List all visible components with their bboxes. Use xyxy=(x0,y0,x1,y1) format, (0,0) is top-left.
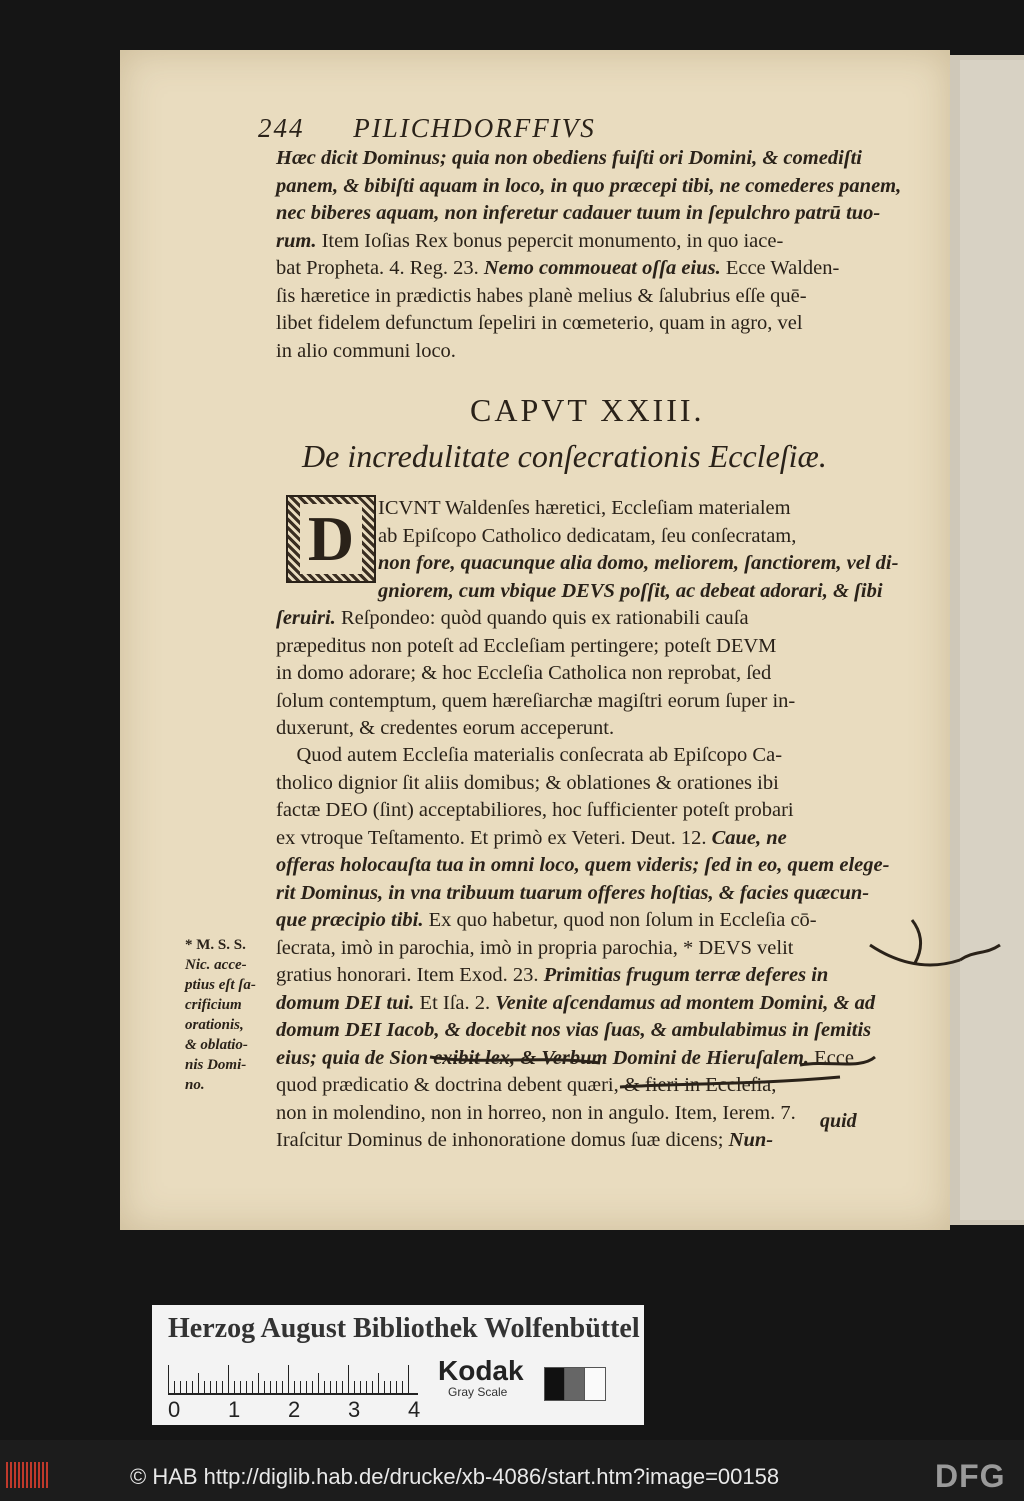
ruler-tick xyxy=(270,1381,271,1393)
text-run: libet fidelem defunctum ſepeliri in cœmeterio, quam in agro, vel xyxy=(276,312,803,334)
text-line xyxy=(276,852,889,880)
text-line xyxy=(276,742,889,770)
text-run: domum DEI Iacob, & docebit nos vias ſuas, & ambulabimus in ſemitis xyxy=(276,1019,872,1041)
text-run: ſolum contemptum, quem hæreſiarchæ magiſtri eorum ſuper in- xyxy=(276,689,796,712)
text-run: Item Ioſias Rex bonus pepercit monumento, in quo iace- xyxy=(316,229,784,252)
text-run: Hæc dicit Dominus; quia non obediens fuiſti ori Domini, & comediſti xyxy=(276,147,862,169)
marginal-note-line: nis Domi- xyxy=(185,1057,247,1073)
scale-ruler xyxy=(168,1363,418,1395)
ruler-number: 1 xyxy=(228,1397,241,1422)
ruler-tick xyxy=(276,1381,277,1393)
decorated-initial xyxy=(286,495,376,583)
ruler-tick xyxy=(384,1381,385,1393)
text-line xyxy=(378,523,898,551)
text-run: Ecce Walden- xyxy=(720,257,840,279)
ruler-tick xyxy=(342,1381,343,1393)
ruler-tick xyxy=(258,1373,259,1393)
text-line xyxy=(378,550,898,578)
ink-strikethrough-mark xyxy=(420,1045,880,1095)
text-line xyxy=(276,907,889,935)
catchword: quid xyxy=(820,1110,857,1132)
ruler-tick xyxy=(348,1365,349,1393)
text-run: bat Propheta. 4. Reg. 23. xyxy=(276,257,484,279)
ruler-tick xyxy=(366,1381,367,1393)
ruler-tick xyxy=(390,1381,391,1393)
ruler-tick xyxy=(228,1365,229,1393)
text-line xyxy=(276,200,901,228)
text-line xyxy=(276,935,889,963)
text-run: domum DEI tui. xyxy=(276,991,415,1014)
citation-url[interactable]: © HAB http://diglib.hab.de/drucke/xb-4086/start.htm?image=00158 xyxy=(130,1464,780,1489)
text-line xyxy=(276,880,889,908)
marginal-note-line: ptius eſt ſa- xyxy=(185,977,256,993)
text-line xyxy=(378,495,898,523)
paragraph-1-indented xyxy=(378,495,898,605)
text-run: Quod autem Eccleſia materialis conſecrata ab Epiſcopo Ca- xyxy=(276,744,783,766)
text-run: eius; quia de Sion exibit lex, & Verbum Domini de Hieruſalem. xyxy=(276,1046,810,1069)
marginal-note-line: orationis, xyxy=(185,1017,244,1033)
ruler-tick xyxy=(234,1381,235,1393)
dfg-logo: DFG xyxy=(935,1458,1006,1494)
text-run: præpeditus non poteſt ad Eccleſiam pertingere; poteſt DEVM xyxy=(276,634,777,657)
ruler-tick xyxy=(354,1381,355,1393)
running-header xyxy=(258,113,596,144)
running-head-title: PILICHDORFFIVS xyxy=(353,113,596,143)
text-line xyxy=(276,173,901,201)
text-line xyxy=(276,770,889,798)
ruler-tick xyxy=(378,1373,379,1393)
swatch-gray xyxy=(564,1367,586,1401)
text-run: non fore, quacunque alia domo, meliorem, ſanctiorem, vel di- xyxy=(378,552,899,574)
text-run: ICVNT Waldenſes hæretici, Eccleſiam materialem xyxy=(378,497,791,519)
text-run: tholico dignior ſit aliis domibus; & oblationes & orationes ibi xyxy=(276,771,779,794)
text-run: Iraſcitur Dominus de inhonoratione domus ſuæ dicens; xyxy=(276,1129,729,1151)
text-run: ſeruiri. xyxy=(276,607,336,629)
ruler-tick xyxy=(330,1381,331,1393)
text-line xyxy=(276,825,889,853)
ruler-tick xyxy=(168,1365,169,1393)
text-run: Ecce xyxy=(809,1046,854,1069)
text-run: Nun- xyxy=(728,1129,774,1151)
ruler-number: 2 xyxy=(288,1397,301,1422)
ruler-tick xyxy=(306,1381,307,1393)
ruler-tick xyxy=(222,1381,223,1393)
ruler-tick xyxy=(192,1381,193,1393)
ruler-tick xyxy=(336,1381,337,1393)
ruler-tick xyxy=(324,1381,325,1393)
ruler-tick xyxy=(294,1381,295,1393)
swatch-white xyxy=(584,1367,606,1401)
ruler-tick xyxy=(264,1381,265,1393)
text-run: Ex quo habetur, quod non ſolum in Eccleſia cō- xyxy=(423,909,817,931)
text-run: in domo adorare; & hoc Eccleſia Catholica non reprobat, ſed xyxy=(276,662,772,684)
ruler-tick xyxy=(396,1381,397,1393)
ruler-tick xyxy=(372,1381,373,1393)
text-line xyxy=(276,962,889,990)
text-line xyxy=(378,578,898,606)
text-line xyxy=(276,633,795,661)
ruler-tick xyxy=(198,1373,199,1393)
text-run: ab Epiſcopo Catholico dedicatam, ſeu conſecratam, xyxy=(378,524,797,547)
ruler-tick xyxy=(186,1381,187,1393)
ruler-tick xyxy=(174,1381,175,1393)
text-line xyxy=(276,310,901,338)
text-run: factæ DEO (ſint) acceptabiliores, hoc ſufficienter poteſt probari xyxy=(276,799,794,821)
text-run: nec biberes aquam, non inferetur cadauer tuum in ſepulchro patrū tuo- xyxy=(276,202,881,224)
text-run: ſecrata, imò in parochia, imò in propria parochia, * DEVS velit xyxy=(276,936,794,959)
ruler-tick xyxy=(204,1381,205,1393)
text-line xyxy=(276,1017,889,1045)
intro-text xyxy=(276,145,901,365)
text-line xyxy=(276,145,901,173)
ruler-tick xyxy=(318,1373,319,1393)
text-run: in alio communi loco. xyxy=(276,339,456,362)
text-run: Reſpondeo: quòd quando quis ex rationabili cauſa xyxy=(335,607,749,629)
ruler-number: 3 xyxy=(348,1397,361,1422)
text-run: ſis hæretice in prædictis habes planè melius & ſalubrius eſſe quē- xyxy=(276,284,807,307)
facing-page-paper xyxy=(960,60,1024,1220)
marginal-note-line: no. xyxy=(185,1077,205,1093)
chapter-subtitle: De incredulitate conſecrationis Eccleſiæ. xyxy=(302,438,827,474)
text-run: panem, & bibiſti aquam in loco, in quo præcepi tibi, ne comederes panem, xyxy=(276,174,902,197)
ruler-tick xyxy=(288,1365,289,1393)
text-line xyxy=(276,688,795,716)
text-run: duxerunt, & credentes eorum acceperunt. xyxy=(276,717,615,739)
text-run: non in molendino, non in horreo, non in angulo. Item, Ierem. 7. xyxy=(276,1101,796,1124)
ruler-tick xyxy=(246,1381,247,1393)
text-run: que præcipio tibi. xyxy=(276,909,424,931)
initial-letter: D xyxy=(300,504,362,574)
text-run: Et Iſa. 2. xyxy=(414,991,496,1014)
ruler-tick xyxy=(312,1381,313,1393)
text-line xyxy=(276,660,795,688)
paragraph-1 xyxy=(276,605,795,743)
swatch-black xyxy=(544,1367,566,1401)
ink-stroke-mark xyxy=(860,915,1010,995)
text-line xyxy=(276,1127,889,1155)
barcode-icon xyxy=(6,1462,48,1488)
text-run: quod prædicatio & doctrina debent quæri, & fieri in Eccleſia, xyxy=(276,1074,777,1096)
text-line xyxy=(276,338,901,366)
text-run: gniorem, cum vbique DEVS poſſit, ac debeat adorari, & ſibi xyxy=(378,579,883,602)
ruler-tick xyxy=(282,1381,283,1393)
ruler-tick xyxy=(240,1381,241,1393)
marginal-note-line: Nic. acce- xyxy=(185,957,247,973)
text-line xyxy=(276,990,889,1018)
gray-scale-label: Gray Scale xyxy=(448,1385,508,1399)
ruler-number: 0 xyxy=(168,1397,181,1422)
page-number: 244 xyxy=(258,113,305,143)
text-run: Venite aſcendamus ad montem Domini, & ad xyxy=(495,991,876,1014)
ruler-number: 4 xyxy=(408,1397,421,1422)
ruler-numbers xyxy=(168,1397,468,1423)
text-run: ex vtroque Teſtamento. Et primò ex Veteri. Deut. 12. xyxy=(276,826,712,849)
marginal-note-line: crificium xyxy=(185,997,242,1013)
ruler-tick xyxy=(252,1381,253,1393)
text-line xyxy=(276,605,795,633)
text-line xyxy=(276,797,889,825)
ruler-tick xyxy=(300,1381,301,1393)
ruler-tick xyxy=(402,1381,403,1393)
ruler-tick xyxy=(408,1365,409,1393)
text-line xyxy=(276,283,901,311)
text-run: Primitias frugum terræ deferes in xyxy=(543,964,829,986)
chapter-heading: CAPVT XXIII. xyxy=(470,392,705,428)
text-line xyxy=(276,228,901,256)
text-run: rit Dominus, in vna tribuum tuarum offeres hoſtias, & facies quæcun- xyxy=(276,881,870,904)
library-name: Herzog August Bibliothek Wolfenbüttel xyxy=(168,1313,640,1344)
ruler-tick xyxy=(360,1381,361,1393)
text-run: rum. xyxy=(276,229,317,252)
text-run: Caue, ne xyxy=(711,826,787,849)
ruler-tick xyxy=(210,1381,211,1393)
ruler-tick xyxy=(216,1381,217,1393)
marginal-note-line: & oblatio- xyxy=(185,1037,248,1053)
marginal-note xyxy=(185,935,265,1095)
text-run: gratius honorari. Item Exod. 23. xyxy=(276,964,544,986)
ruler-tick xyxy=(180,1381,181,1393)
text-run: Nemo commoueat oſſa eius. xyxy=(483,257,721,279)
marginal-note-line: * M. S. S. xyxy=(185,937,246,953)
text-line xyxy=(276,255,901,283)
library-color-card xyxy=(152,1305,644,1425)
text-line xyxy=(276,1100,889,1128)
text-run: offeras holocauſta tua in omni loco, quem videris; ſed in eo, quem elege- xyxy=(276,854,890,876)
text-line xyxy=(276,715,795,743)
kodak-logo: Kodak xyxy=(438,1355,524,1386)
